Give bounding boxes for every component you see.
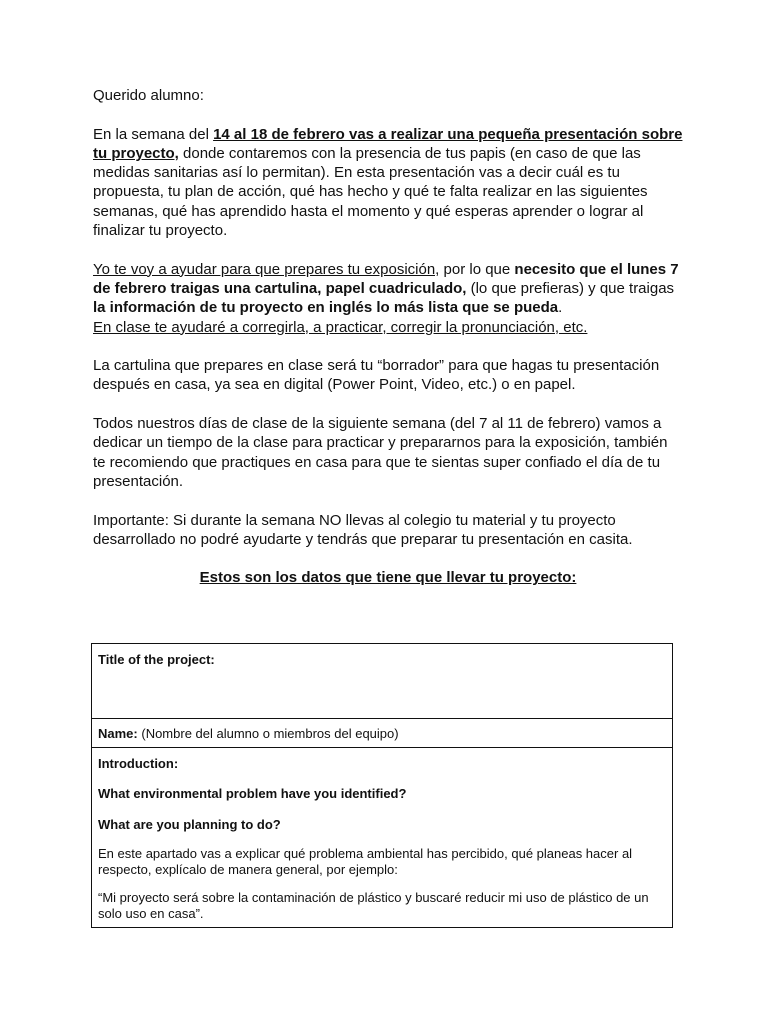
p2-text-b: por lo que xyxy=(439,260,515,278)
p1-text-c: donde contaremos con la presencia de tus papis (en caso de que las medidas sanitarias así lo permitan). En esta presentación vas a decir cuál es tu propuesta, tu plan de acción, qué has hecho y qué te falta realizar en las siguientes semanas, qué has aprendido hasta el momento y qué esperas aprender o lograr al finalizar tu proyecto. xyxy=(93,144,648,240)
p2-info-english: la información de tu proyecto en inglés lo más lista que se pueda xyxy=(93,299,559,317)
name-hint: (Nombre del alumno o miembros del equipo) xyxy=(137,726,399,741)
p1-presentation-dates: 14 al 18 de febrero vas a realizar una pequeña presentación sobre tu proyecto, xyxy=(93,125,683,162)
p1-text-a: En la semana del xyxy=(93,125,214,143)
question-problem: What environmental problem have you identified? xyxy=(98,786,407,801)
paragraph-cartulina: La cartulina que prepares en clase será tu “borrador” para que hagas tu presentación después en casa, ya sea en digital (Power Point, Video, etc.) o en papel. xyxy=(93,357,660,394)
name-label: Name: xyxy=(98,726,138,741)
letter-body xyxy=(93,86,683,588)
project-data-table xyxy=(91,643,673,928)
p2-text-f: . xyxy=(558,299,563,317)
paragraph-help xyxy=(93,260,683,337)
paragraph-practice: Todos nuestros días de clase de la siguiente semana (del 7 al 11 de febrero) vamos a dedicar un tiempo de la clase para practicar y prepararnos para la exposición, también te recomiendo que practiques en casa para que te sientas super confiado el día de tu presentación. xyxy=(93,415,668,490)
p2-help-offer: Yo te voy a ayudar para que prepares tu exposición, xyxy=(93,260,440,278)
p2-materials-needed: necesito que el lunes 7 de febrero traigas una cartulina, papel cuadriculado, xyxy=(93,260,679,297)
name-cell xyxy=(92,719,673,748)
introduction-cell xyxy=(92,747,673,928)
paragraph-presentation xyxy=(93,125,683,241)
table-row xyxy=(92,719,673,748)
title-label: Title of the project: xyxy=(98,652,215,667)
section-heading: Estos son los datos que tiene que llevar tu proyecto: xyxy=(199,569,577,587)
table-row xyxy=(92,747,673,928)
p2-class-correction: En clase te ayudaré a corregirla, a practicar, corregir la pronunciación, etc. xyxy=(93,318,588,336)
introduction-description: En este apartado vas a explicar qué problema ambiental has percibido, qué planeas hacer al respecto, explícalo de manera general, por ejemplo: xyxy=(98,846,633,877)
greeting: Querido alumno: xyxy=(93,87,204,104)
p2-text-d: (lo que prefieras) y que traigas xyxy=(466,279,675,297)
table-row xyxy=(92,644,673,719)
paragraph-important: Importante: Si durante la semana NO llevas al colegio tu material y tu proyecto desarrollado no podré ayudarte y tendrás que preparar tu presentación en casita. xyxy=(93,511,633,548)
introduction-example: “Mi proyecto será sobre la contaminación de plástico y buscaré reducir mi uso de plástico de un solo uso en casa”. xyxy=(98,890,649,921)
introduction-label: Introduction: xyxy=(98,755,179,771)
title-cell xyxy=(92,644,673,719)
question-plan: What are you planning to do? xyxy=(98,816,281,832)
